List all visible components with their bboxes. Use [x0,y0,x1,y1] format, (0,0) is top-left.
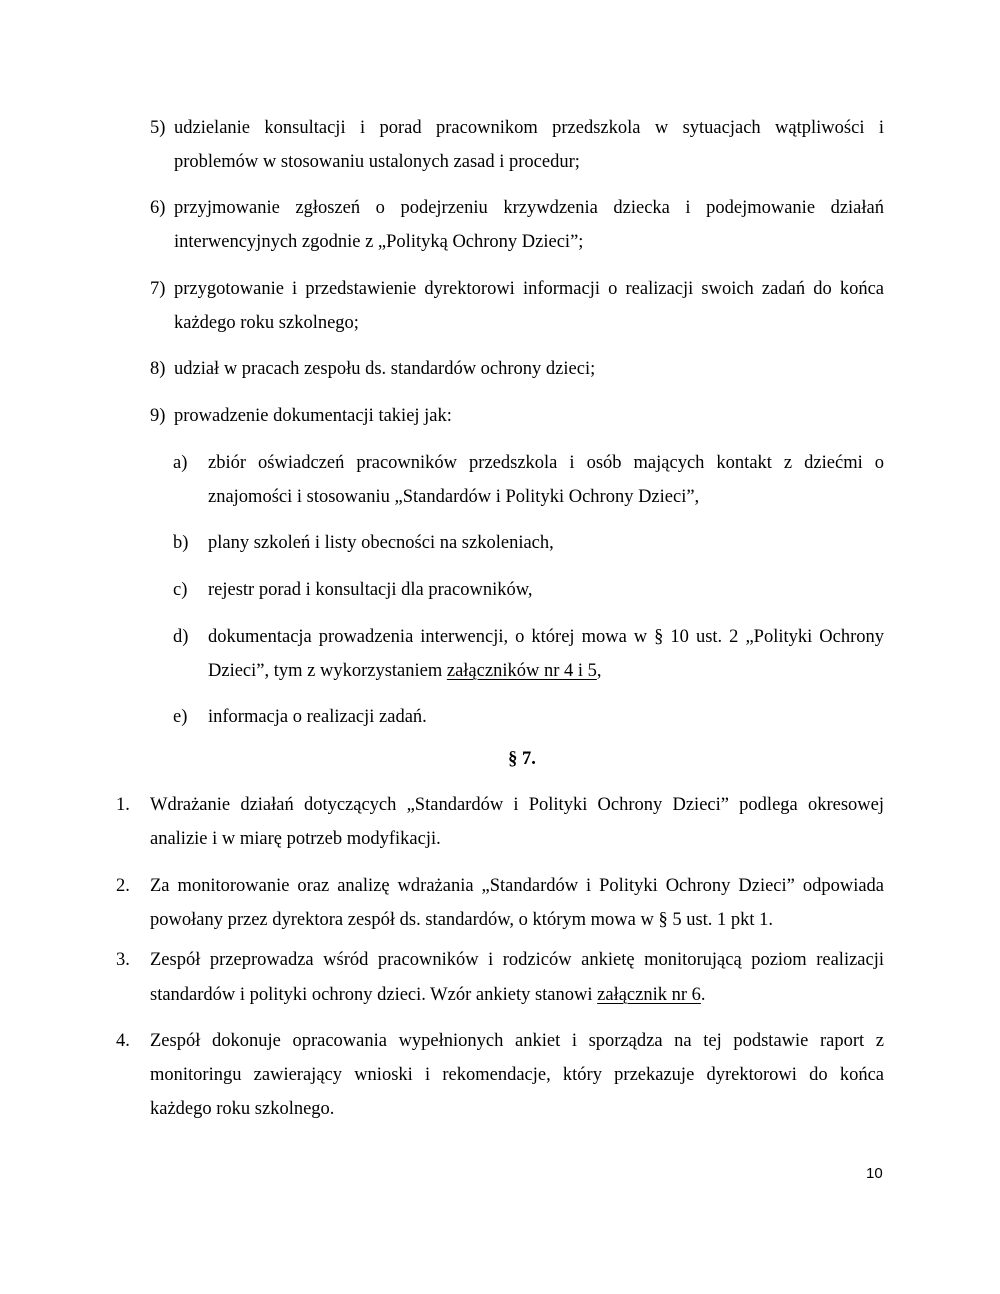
item-text-line: problemów w stosowaniu ustalonych zasad i procedur; [174,152,580,172]
subitem-text-line: rejestr porad i konsultacji dla pracowników, [208,580,533,600]
paragraph-text-line: Za monitorowanie oraz analizę wdrażania „Standardów i Polityki Ochrony Dzieci” odpowiada [150,876,884,896]
subitem-letter: a) [173,453,188,473]
subitem-text-line: zbiór oświadczeń pracowników przedszkola i osób mających kontakt z dziećmi o [208,453,884,473]
subitem-text-line [208,660,602,682]
item-text-line: udział w pracach zespołu ds. standardów ochrony dzieci; [174,359,596,379]
item-text-line: przyjmowanie zgłoszeń o podejrzeniu krzywdzenia dziecka i podejmowanie działań [174,198,884,218]
paragraph-text-line: analizie i w miarę potrzeb modyfikacji. [150,829,441,849]
subitem-text-line: informacja o realizacji zadań. [208,707,427,727]
paragraph-text-line: każdego roku szkolnego. [150,1099,335,1119]
page-number: 10 [866,1165,883,1182]
subitem-text-after: , [596,661,602,681]
subitem-text-line: dokumentacja prowadzenia interwencji, o której mowa w § 10 ust. 2 „Polityki Ochrony [208,627,884,647]
item-text-line: przygotowanie i przedstawienie dyrektorowi informacji o realizacji swoich zadań do końca [174,279,884,299]
item-number: 6) [150,198,166,218]
paragraph-number: 2. [116,876,130,896]
subitem-letter: d) [173,627,189,647]
item-text-line: każdego roku szkolnego; [174,313,359,333]
paragraph-text-line: Wdrażanie działań dotyczących „Standardów i Polityki Ochrony Dzieci” podlega okresowej [150,795,884,815]
paragraph-number: 4. [116,1031,130,1051]
subitem-letter: c) [173,580,188,600]
paragraph-text-after: . [700,985,706,1005]
paragraph-text-line: monitoringu zawierający wnioski i rekomendacje, który przekazuje dyrektorowi do końca [150,1065,884,1085]
paragraph-text-line: Zespół dokonuje opracowania wypełnionych ankiet i sporządza na tej podstawie raport z [150,1031,884,1051]
paragraph-text-line: Zespół przeprowadza wśród pracowników i rodziców ankietę monitorującą poziom realizacji [150,950,884,970]
item-text-line: interwencyjnych zgodnie z „Polityką Ochrony Dzieci”; [174,232,584,252]
item-number: 7) [150,279,166,299]
subitem-letter: b) [173,533,189,553]
subitem-text-before: Dzieci”, tym z wykorzystaniem [208,661,447,681]
section-heading: § 7. [508,749,536,769]
subitem-text-line: plany szkoleń i listy obecności na szkoleniach, [208,533,554,553]
item-text-line: udzielanie konsultacji i porad pracownikom przedszkola w sytuacjach wątpliwości i [174,118,884,138]
paragraph-text-line: powołany przez dyrektora zespół ds. standardów, o którym mowa w § 5 ust. 1 pkt 1. [150,910,774,930]
attachment-reference-link[interactable]: załączników nr 4 i 5 [446,661,597,681]
attachment-reference-link[interactable]: załącznik nr 6 [597,985,701,1005]
item-number: 5) [150,118,166,138]
paragraph-number: 3. [116,950,130,970]
subitem-text-line: znajomości i stosowaniu „Standardów i Polityki Ochrony Dzieci”, [208,487,700,507]
item-text-line: prowadzenie dokumentacji takiej jak: [174,406,452,426]
paragraph-text-line [150,984,706,1006]
paragraph-text-before: standardów i polityki ochrony dzieci. Wzór ankiety stanowi [150,985,598,1005]
paragraph-number: 1. [116,795,130,815]
subitem-letter: e) [173,707,188,727]
item-number: 8) [150,359,166,379]
item-number: 9) [150,406,166,426]
